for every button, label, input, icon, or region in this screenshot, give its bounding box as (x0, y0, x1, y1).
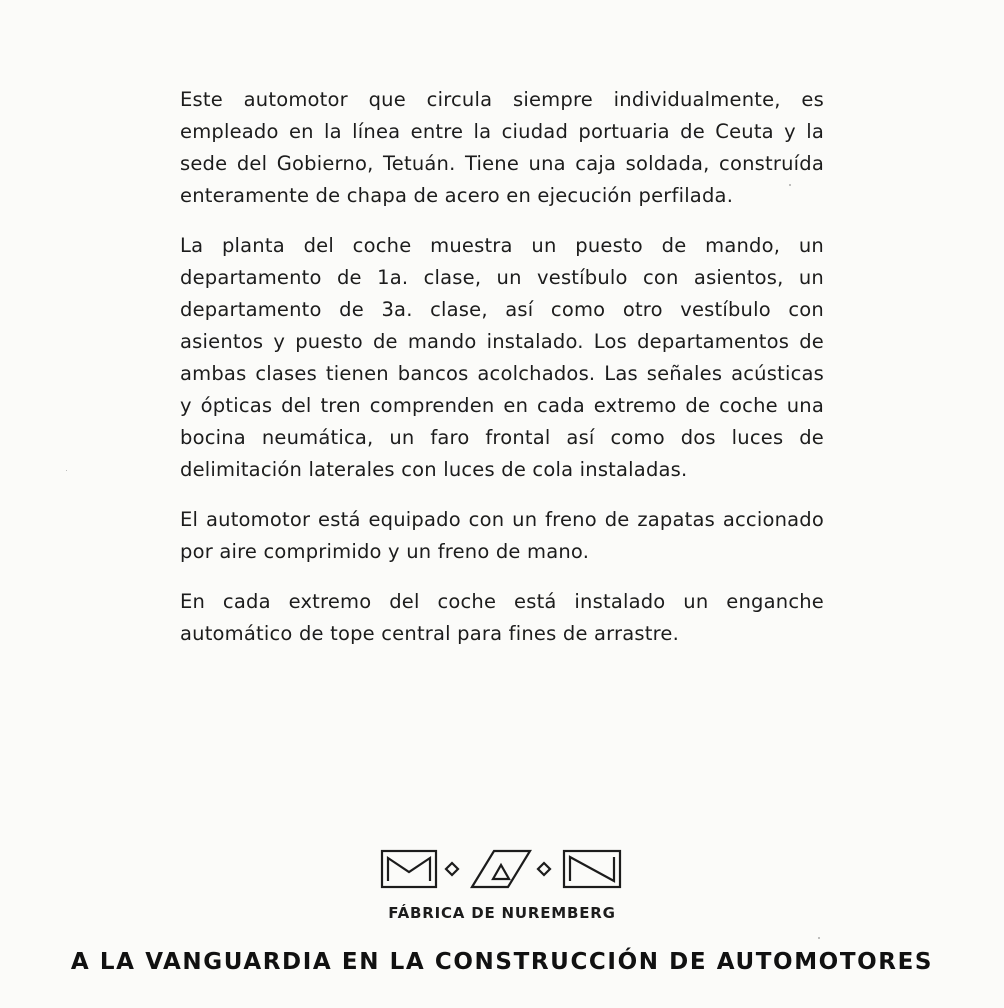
paper-speck (789, 184, 791, 186)
body-text (180, 84, 824, 668)
paragraph-1: Este automotor que circula siempre individualmente, es empleado en la línea entre la ciudad portuaria de Ceuta y la sede del Gobierno, Tetuán. Tiene una caja soldada, construída enteramente de chapa de acero en ejecución perfilada. (180, 88, 824, 207)
paragraph-2: La planta del coche muestra un puesto de mando, un departamento de 1a. clase, un vestíbulo con asientos, un departamento de 3a. clase, así como otro vestíbulo con asientos y puesto de mando instalado. Los departamentos de ambas clases tienen bancos acolchados. Las señales acústicas y ópticas del tren comprenden en cada extremo de coche una bocina neumática, un faro frontal así como dos luces de delimitación laterales con luces de cola instaladas. (180, 234, 824, 481)
paper-speck (66, 470, 67, 471)
man-logo (380, 848, 624, 890)
paper-speck (818, 937, 820, 939)
paragraph-3: El automotor está equipado con un freno de zapatas accionado por aire comprimido y un freno de mano. (180, 508, 824, 563)
paragraph-4: En cada extremo del coche está instalado un enganche automático de tope central para fines de arrastre. (180, 590, 824, 645)
slogan: A LA VANGUARDIA EN LA CONSTRUCCIÓN DE AUTOMOTORES (70, 949, 934, 975)
factory-label: FÁBRICA DE NUREMBERG (388, 904, 616, 922)
logo-block (0, 848, 1004, 922)
